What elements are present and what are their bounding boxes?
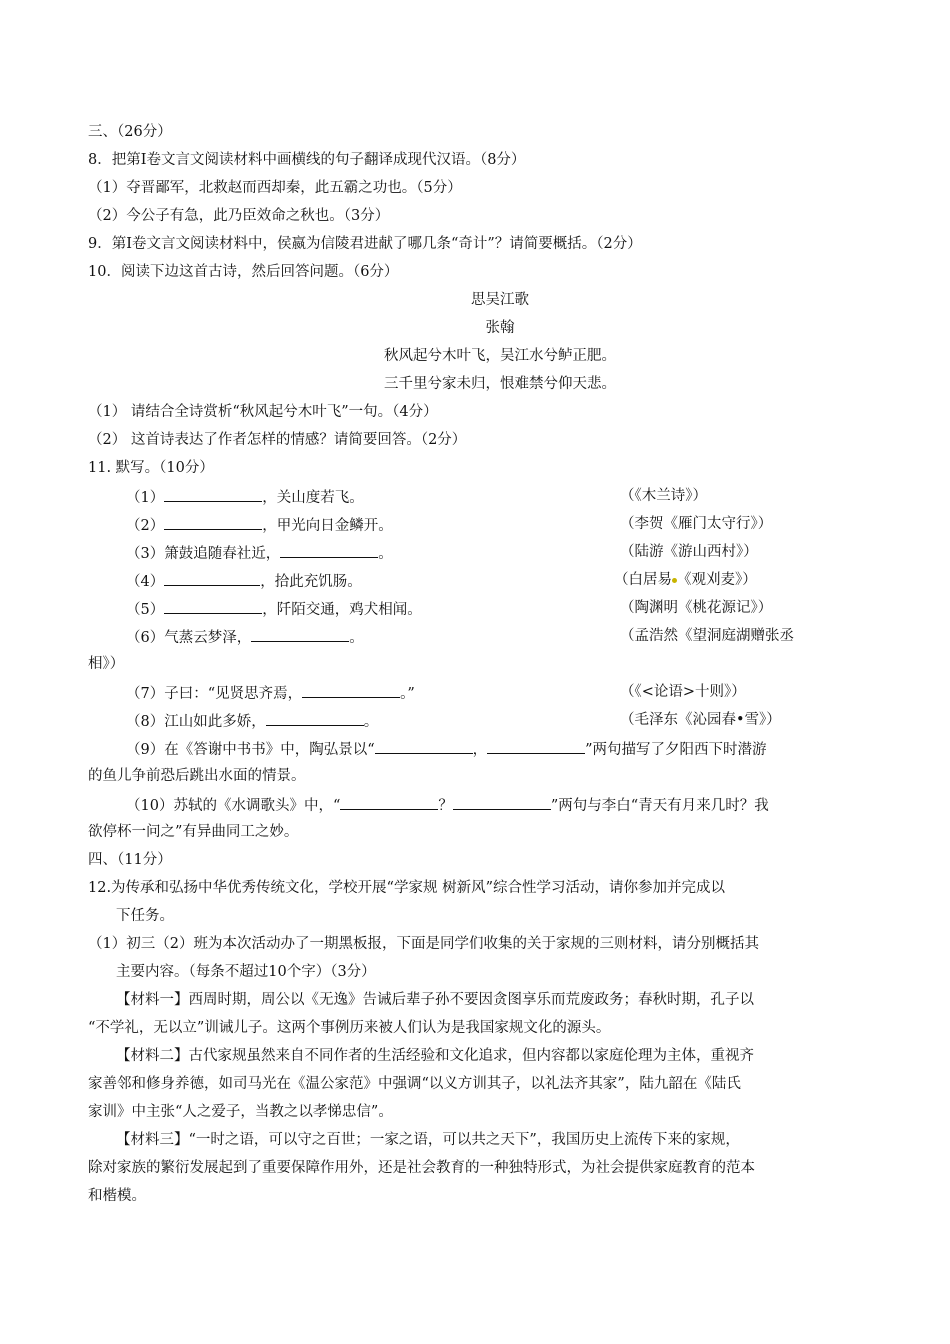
dictation-item-1 <box>126 486 364 508</box>
question-11: 11. 默写。（10分） <box>88 460 214 476</box>
dictation-prefix: （2） <box>126 518 165 534</box>
material-3-line-3: 和楷模。 <box>88 1188 146 1204</box>
dictation-prefix: （5） <box>126 602 165 618</box>
question-10-2: （2） 这首诗表达了作者怎样的情感？请简要回答。（2分） <box>88 432 467 448</box>
question-8: 8．把第Ⅰ卷文言文阅读材料中画横线的句子翻译成现代汉语。（8分） <box>88 152 526 168</box>
answer-blank[interactable] <box>164 598 262 614</box>
answer-blank[interactable] <box>302 682 400 698</box>
section-heading-4: 四、（11分） <box>88 852 172 868</box>
dictation-suffix: ，关山度若飞。 <box>262 490 364 506</box>
dictation-suffix: ，阡陌交通，鸡犬相闻。 <box>262 602 422 618</box>
material-3-line-2: 除对家族的繁衍发展起到了重要保障作用外，还是社会教育的一种独特形式，为社会提供家庭教育的范本 <box>88 1160 755 1176</box>
poem-author: 张翰 <box>485 320 515 336</box>
answer-blank[interactable] <box>164 570 260 586</box>
answer-blank[interactable] <box>251 626 349 642</box>
question-8-2: （2）今公子有急，此乃臣效命之秋也。（3分） <box>88 208 390 224</box>
dictation-prefix: （4） <box>126 574 165 590</box>
dictation-item-8 <box>126 710 378 732</box>
question-12-1: （1）初三（2）班为本次活动办了一期黑板报，下面是同学们收集的关于家规的三则材料，请分别概括其 <box>88 936 759 952</box>
dictation-suffix: ，拾此充饥肠。 <box>260 574 362 590</box>
material-2-line-3: 家训》中主张“人之爱子，当教之以孝悌忠信”。 <box>88 1104 393 1120</box>
question-10: 10．阅读下边这首古诗，然后回答问题。（6分） <box>88 264 399 280</box>
question-12: 12.为传承和弘扬中华优秀传统文化，学校开展“学家规 树新风”综合性学习活动，请你参加并完成以 <box>88 880 725 896</box>
answer-blank[interactable] <box>266 710 364 726</box>
dictation-text: ， <box>472 742 488 758</box>
section-heading-3: 三、（26分） <box>88 124 172 140</box>
dictation-source <box>614 570 757 590</box>
dictation-text: ”两句描写了夕阳西下时潜游 <box>585 742 767 758</box>
dictation-text: （9）在《答谢中书书》中，陶弘景以“ <box>126 742 375 758</box>
dictation-source: （《木兰诗》） <box>620 488 707 504</box>
answer-blank[interactable] <box>375 738 473 754</box>
dictation-item-10 <box>126 794 769 816</box>
material-1-line-2: “不学礼，无以立”训诫儿子。这两个事例历来被人们认为是我国家规文化的源头。 <box>88 1020 611 1036</box>
dictation-prefix: （6）气蒸云梦泽， <box>126 630 252 646</box>
dictation-item-7 <box>126 682 415 704</box>
question-9: 9．第Ⅰ卷文言文阅读材料中，侯嬴为信陵君进献了哪几条“奇计”？请简要概括。（2分） <box>88 236 642 252</box>
question-10-1: （1） 请结合全诗赏析“秋风起兮木叶飞”一句。（4分） <box>88 404 438 420</box>
dictation-prefix: （3）箫鼓追随春社近， <box>126 546 281 562</box>
dictation-text: （10）苏轼的《水调歌头》中，“ <box>126 798 341 814</box>
dictation-source: （李贺《雁门太守行》） <box>620 516 773 532</box>
dictation-text: ”两句与李白“青天有月来几时？我 <box>550 798 769 814</box>
poem-line-1: 秋风起兮木叶飞，吴江水兮鲈正肥。 <box>384 348 616 364</box>
dictation-source: （毛泽东《沁园春•雪》） <box>620 712 781 728</box>
question-12-1-cont: 主要内容。（每条不超过10个字）（3分） <box>116 964 376 980</box>
dictation-item-2 <box>126 514 393 536</box>
source-part-a: （白居易 <box>614 572 672 588</box>
dictation-item-5 <box>126 598 422 620</box>
source-part-b: 《观刈麦》） <box>677 572 757 588</box>
dictation-suffix: 。 <box>363 714 379 730</box>
poem-title: 思吴江歌 <box>471 292 529 308</box>
dictation-source: （陶渊明《桃花源记》） <box>620 600 773 616</box>
dictation-suffix: 。 <box>378 546 393 562</box>
material-2-line-2: 家善邻和修身养德，如司马光在《温公家范》中强调“以义方训其子，以礼法齐其家”，陆九韶在《陆氏 <box>88 1076 741 1092</box>
answer-blank[interactable] <box>280 542 378 558</box>
dictation-prefix: （7）子曰：“见贤思齐焉， <box>126 686 303 702</box>
answer-blank[interactable] <box>340 794 438 810</box>
dictation-item-9-cont: 的鱼儿争前恐后跳出水面的情景。 <box>88 768 306 784</box>
dictation-item-4 <box>126 570 362 592</box>
dictation-prefix: （8）江山如此多娇， <box>126 714 266 730</box>
answer-blank[interactable] <box>453 794 551 810</box>
dictation-item-10-cont: 欲停杯一问之”有异曲同工之妙。 <box>88 824 299 840</box>
question-12-cont: 下任务。 <box>116 908 174 924</box>
dictation-item-6 <box>126 626 364 648</box>
material-2-line-1: 【材料二】古代家规虽然来自不同作者的生活经验和文化追求，但内容都以家庭伦理为主体，重视齐 <box>116 1048 754 1064</box>
dictation-item-3 <box>126 542 393 564</box>
dictation-suffix: 。 <box>349 630 364 646</box>
question-8-1: （1）夺晋鄙军，北救赵而西却秦，此五霸之功也。（5分） <box>88 180 462 196</box>
answer-blank[interactable] <box>487 738 585 754</box>
material-3-line-1: 【材料三】“一时之语，可以守之百世；一家之语，可以共之天下”，我国历史上流传下来的家规， <box>116 1132 740 1148</box>
dictation-source-continued: 相》） <box>88 656 125 672</box>
dictation-suffix: ，甲光向日金鳞开。 <box>262 518 393 534</box>
dictation-suffix: 。” <box>400 686 415 702</box>
dictation-prefix: （1） <box>126 490 165 506</box>
dictation-text: ？ <box>438 798 453 814</box>
dictation-source: （孟浩然《望洞庭湖赠张丞 <box>620 628 794 644</box>
answer-blank[interactable] <box>164 514 262 530</box>
answer-blank[interactable] <box>164 486 262 502</box>
dictation-item-9 <box>126 738 767 760</box>
material-1-line-1: 【材料一】西周时期，周公以《无逸》告诫后辈子孙不要因贪图享乐而荒废政务；春秋时期，孔子以 <box>116 992 754 1008</box>
dictation-source: （《<论语>十则》） <box>620 684 746 700</box>
poem-line-2: 三千里兮家未归，恨难禁兮仰天悲。 <box>384 376 616 392</box>
dictation-source: （陆游《游山西村》） <box>620 544 758 560</box>
